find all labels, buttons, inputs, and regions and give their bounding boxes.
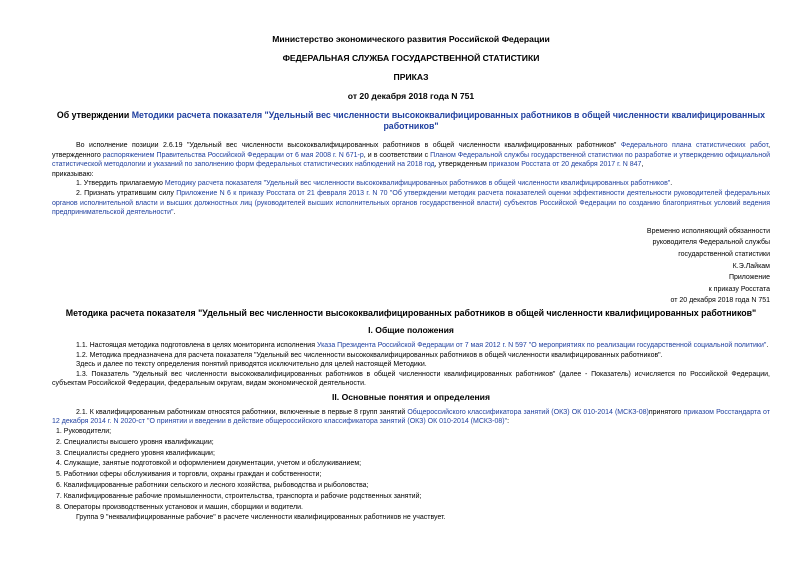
government-order-link[interactable]: распоряжением Правительства Российской Федерации от 6 мая 2008 г. N 671-р xyxy=(102,151,364,159)
rosstat-plan-link[interactable]: Планом Федеральной службы государственной статистики по разработке и утверждению официальной статистической методологии и указаний по заполнению форм федеральных статистических наблюдений на 2018 год xyxy=(52,151,771,169)
preamble: Во исполнение позиции 2.6.19 "Удельный вес численности высококвалифицированных работников в общей численности квалифицированных работников" Федерального плана статистических работ, утвержденного распоряжением Правительства Российской Федерации от 6 мая 2008 г. N 671-р, и в соответствии с Планом Федеральной службы государственной статистики по разработке и утверждению официальной статистической методологии и указаний по заполнению форм федеральных статистических наблюдений на 2018 год, утвержденным приказом Росстата от 20 декабря 2017 г. N 847, xyxy=(52,142,771,169)
list-item: 6. Квалифицированные работники сельского и лесного хозяйства, рыбоводства и рыболовства; xyxy=(56,481,369,489)
occupation-list xyxy=(52,427,770,512)
item-2: 2. Признать утратившим силу Приложение N 6 к приказу Росстата от 21 февраля 2013 г. N 70 "Об утверждении методик расчета показателей оценки эффективности деятельности руководителей федеральных органов исполнительной власти и высших должностных лиц (руководителей высших исполнительных органов государственной власти) субъектов Российской Федерации по созданию благоприятных условий ведения предпринимательской деятельности". xyxy=(52,189,770,217)
rosstat-order-link[interactable]: приказом Росстата от 20 декабря 2017 г. N 847 xyxy=(488,161,642,169)
signature-block: Временно исполняющий обязанности руководителя Федеральной службы государственной статистики К.Э.Лайкам Приложение к приказу Росстата от 20 декабря 2018 года N 751 xyxy=(646,227,770,305)
order-title: Об утверждении Методики расчета показателя "Удельный вес численности высококвалифицированных работников в общей численности квалифицированных работников" xyxy=(56,110,766,131)
list-item: 3. Специалисты среднего уровня квалификации; xyxy=(56,449,215,457)
method-link[interactable]: Методики расчета показателя "Удельный вес численности высококвалифицированных работников в общей численности квалифицированных работников" xyxy=(131,110,766,131)
para-1-1: 1.1. Настоящая методика подготовлена в целях мониторинга исполнения Указа Президента Российской Федерации от 7 мая 2012 г. N 597 "О мероприятиях по реализации государственной социальной политики". xyxy=(76,341,769,349)
para-2-1: 2.1. К квалифицированным работникам относятся работники, включенные в первые 8 групп занятий Общероссийского классификатора занятий (ОКЗ) ОК 010-2014 (МСКЗ-08)принятого приказом Росстандарта от 12 декабря 2014 г. N 2020-ст "О принятии и введении в действие общероссийского классификатора занятий (ОКЗ) ОК 010-2014 (МСКЗ-08)": xyxy=(52,408,770,426)
list-item: 4. Служащие, занятые подготовкой и оформлением документации, учетом и обслуживанием; xyxy=(56,460,362,468)
order-word: приказываю: xyxy=(52,170,94,178)
list-item: 7. Квалифицированные рабочие промышленности, строительства, транспорта и рабочие родственных занятий; xyxy=(56,492,422,500)
section-1-heading: I. Общие положения xyxy=(368,324,454,335)
list-item: 2. Специалисты высшего уровня квалификации; xyxy=(56,438,214,446)
federal-plan-link[interactable]: Федерального плана статистических работ xyxy=(620,142,769,149)
para-1-2: 1.2. Методика предназначена для расчета показателя "Удельный вес численности высококвалифицированных работников в общей численности квалифицированных работников". xyxy=(76,351,663,359)
okz-link[interactable]: Общероссийского классификатора занятий (ОКЗ) ОК 010-2014 (МСКЗ-08) xyxy=(407,408,649,416)
annex-link[interactable]: Приложение N 6 к приказу Росстата от 21 февраля 2013 г. N 70 "Об утверждении методик расчета показателей оценки эффективности деятельности руководителей федеральных органов исполнительной власти и высших должностных лиц (руководителей высших исполнительных органов государственной власти) субъектов Российской Федерации по созданию благоприятных условий ведения предпринимательской деятельности" xyxy=(52,189,770,217)
rosstandart-link[interactable]: приказом Росстандарта от 12 декабря 2014 г. N 2020-ст "О принятии и введении в действие общероссийского классификатора занятий (ОКЗ) ОК 010-2014 (МСКЗ-08)" xyxy=(52,408,770,426)
ministry-heading: Министерство экономического развития Российской Федерации xyxy=(272,34,550,44)
date-number: от 20 декабря 2018 года N 751 xyxy=(347,91,475,101)
document-page xyxy=(52,34,770,523)
service-heading: ФЕДЕРАЛЬНАЯ СЛУЖБА ГОСУДАРСТВЕННОЙ СТАТИСТИКИ xyxy=(282,53,540,63)
doc-type: ПРИКАЗ xyxy=(393,72,429,82)
method-link-2[interactable]: Методику расчета показателя "Удельный вес численности высококвалифицированных работников в общей численности квалифицированных работников" xyxy=(164,180,671,188)
list-item: 8. Операторы производственных установок и машин, сборщики и водители. xyxy=(56,503,303,511)
decree-link[interactable]: Указа Президента Российской Федерации от 7 мая 2012 г. N 597 "О мероприятиях по реализации государственной социальной политики" xyxy=(316,341,767,349)
para-1-2b: Здесь и далее по тексту определения понятий приводятся исключительно для целей настоящей Методики. xyxy=(76,361,427,369)
para-1-3: 1.3. Показатель "Удельный вес численности высококвалифицированных работников в общей численности квалифицированных работников" (далее - Показатель) исчисляется по Российской Федерации, субъектам Российской Федерации, федеральным округам, видам экономической деятельности. xyxy=(52,370,770,388)
list-item: 1. Руководители; xyxy=(56,428,112,436)
item-1: 1. Утвердить прилагаемую Методику расчета показателя "Удельный вес численности высококвалифицированных работников в общей численности квалифицированных работников". xyxy=(76,180,673,188)
method-title: Методика расчета показателя "Удельный вес численности высококвалифицированных работников в общей численности квалифицированных работников" xyxy=(65,307,757,318)
list-item: 5. Работники сферы обслуживания и торговли, охраны граждан и собственности; xyxy=(56,471,322,479)
section-2-heading: II. Основные понятия и определения xyxy=(332,391,490,402)
group-9-note: Группа 9 "неквалифицированные рабочие" в расчете численности квалифицированных работников не участвует. xyxy=(76,514,446,522)
